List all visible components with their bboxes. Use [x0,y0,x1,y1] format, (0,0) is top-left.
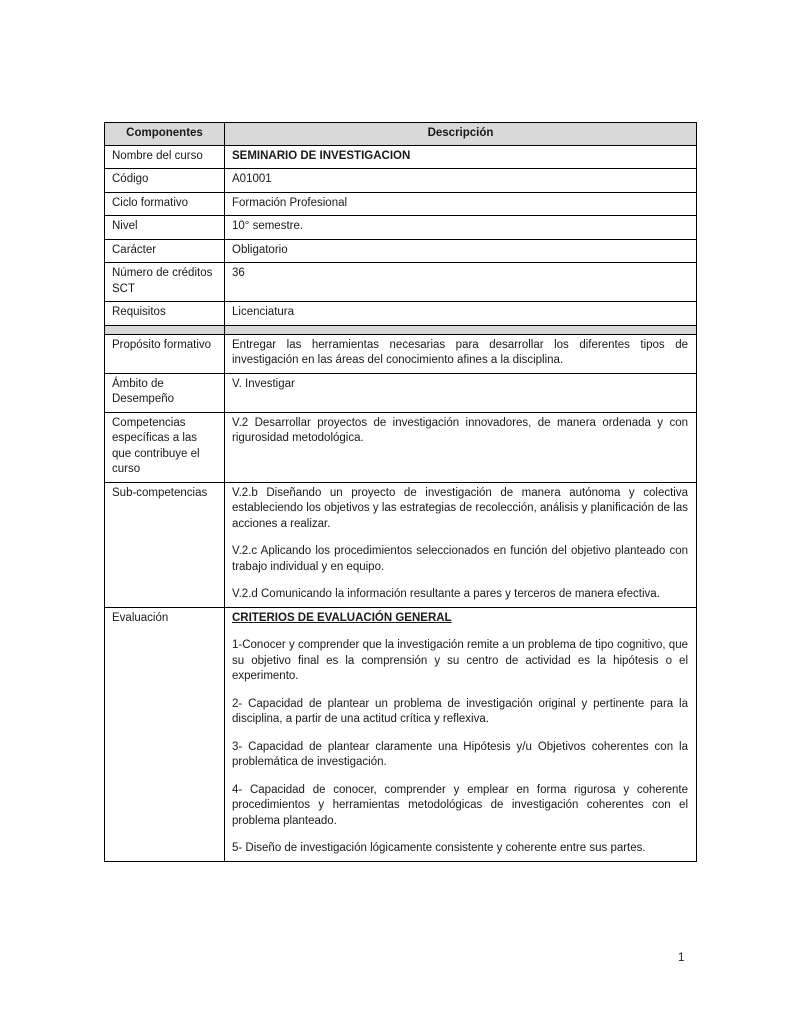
description-cell [225,302,697,326]
separator-cell [225,325,697,334]
description-paragraph: 2- Capacidad de plantear un problema de investigación original y pertinente para la disciplina, a partir de una actitud crítica y reflexiva. [232,697,688,725]
component-label: Ámbito de Desempeño [105,373,225,412]
component-label: Evaluación [105,607,225,861]
component-label: Nivel [105,216,225,240]
description-paragraph: CRITERIOS DE EVALUACIÓN GENERAL [232,611,452,624]
description-paragraph: 10° semestre. [232,220,304,232]
table-header-row [105,123,697,146]
course-components-table [104,122,697,862]
component-label: Requisitos [105,302,225,326]
table-row [105,192,697,216]
page-number: 1 [678,952,685,964]
table-row [105,607,697,861]
component-label: Competencias específicas a las que contribuye el curso [105,412,225,482]
description-cell [225,192,697,216]
description-cell [225,412,697,482]
description-cell [225,263,697,302]
table-row [105,169,697,193]
description-paragraph: A01001 [232,173,272,185]
component-label: Sub-competencias [105,482,225,607]
description-cell [225,145,697,169]
table-row [105,145,697,169]
description-paragraph: 3- Capacidad de plantear claramente una Hipótesis y/u Objetivos coherentes con la problemática de investigación. [232,740,688,768]
description-paragraph: 4- Capacidad de conocer, comprender y emplear en forma rigurosa y coherente procedimientos y herramientas metodológicas de investigación coherentes con el problema planteado. [232,783,688,827]
separator-cell [105,325,225,334]
component-label: Carácter [105,239,225,263]
header-componentes: Componentes [105,123,225,146]
description-cell [225,239,697,263]
description-paragraph: 5- Diseño de investigación lógicamente consistente y coherente entre sus partes. [232,842,646,854]
table-row [105,373,697,412]
description-paragraph: V.2.c Aplicando los procedimientos seleccionados en función del objetivo planteado con trabajo individual y en equipo. [232,545,688,573]
description-paragraph: 36 [232,267,245,279]
description-paragraph: V. Investigar [232,377,295,390]
component-label: Nombre del curso [105,145,225,169]
description-paragraph: Formación Profesional [232,196,348,209]
description-paragraph: SEMINARIO DE INVESTIGACION [232,149,411,162]
description-cell [225,334,697,373]
description-cell [225,482,697,607]
table-row [105,216,697,240]
component-label: Propósito formativo [105,334,225,373]
component-label: Ciclo formativo [105,192,225,216]
description-paragraph: V.2 Desarrollar proyectos de investigación innovadores, de manera ordenada y con rigurosidad metodológica. [232,416,688,444]
description-cell [225,607,697,861]
component-label: Número de créditos SCT [105,263,225,302]
header-descripcion: Descripción [225,123,697,146]
description-paragraph: 1-Conocer y comprender que la investigación remite a un problema de tipo cognitivo, que su objetivo final es la comprensión y su centro de actividad es la hipótesis o el experimento. [232,639,688,682]
description-cell [225,169,697,193]
table-row [105,302,697,326]
table-row [105,412,697,482]
table-row [105,482,697,607]
table-row [105,334,697,373]
description-paragraph: V.2.d Comunicando la información resultante a pares y terceros de manera efectiva. [232,588,660,600]
course-table-body [105,145,697,861]
description-cell [225,373,697,412]
description-paragraph: V.2.b Diseñando un proyecto de investigación de manera autónoma y colectiva estableciendo los objetivos y las estrategias de recolección, análisis y planificación de las acciones a realizar. [232,486,688,530]
description-paragraph: Obligatorio [232,243,288,256]
description-paragraph: Licenciatura [232,306,295,318]
table-row [105,239,697,263]
component-label: Código [105,169,225,193]
description-cell [225,216,697,240]
separator-row [105,325,697,334]
table-row [105,263,697,302]
description-paragraph: Entregar las herramientas necesarias para desarrollar los diferentes tipos de investigación en las áreas del conocimiento afines a la disciplina. [232,338,688,366]
